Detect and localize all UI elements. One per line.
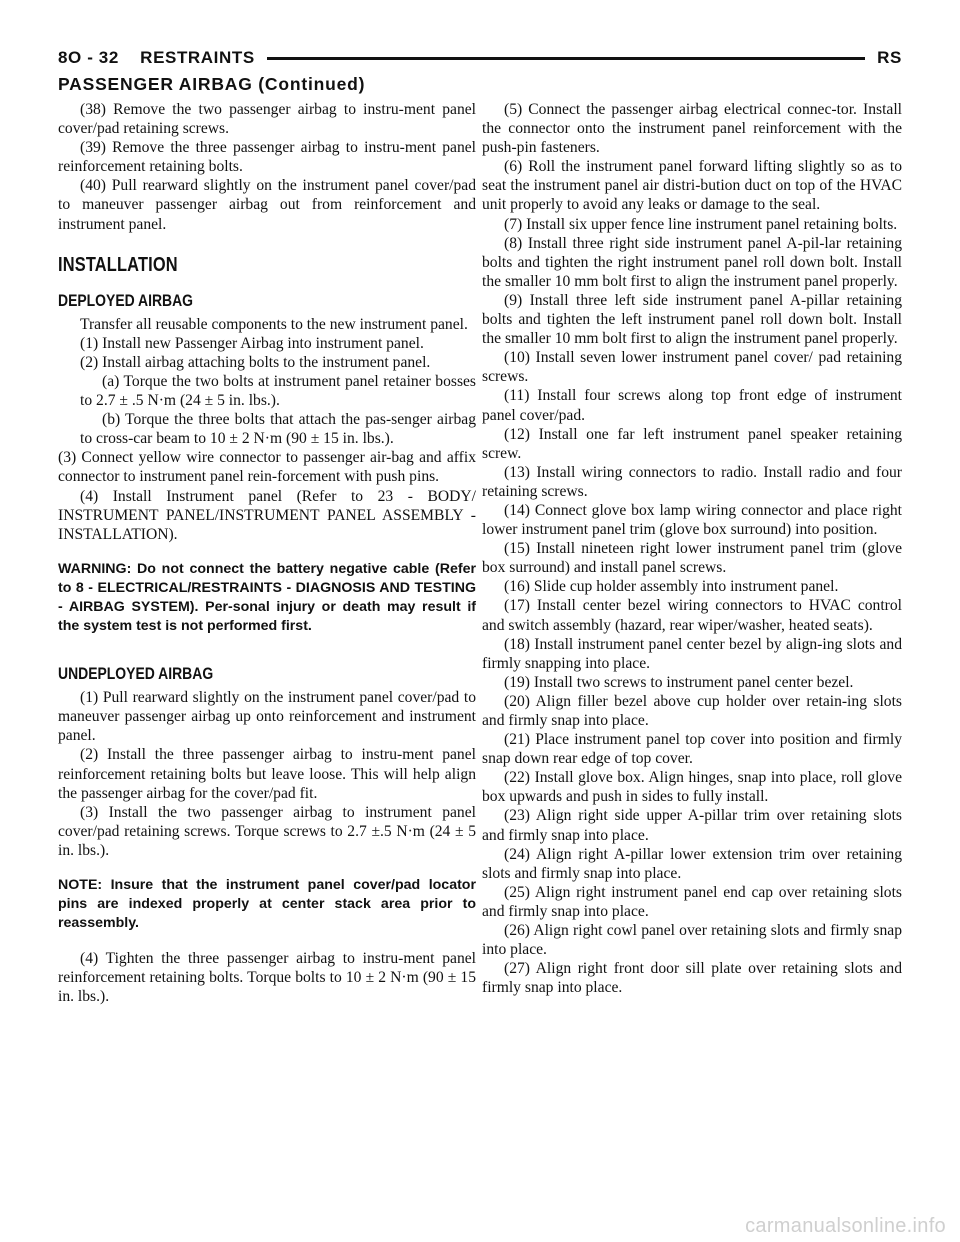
paragraph: (38) Remove the two passenger airbag to instru-ment panel cover/pad retaining screws.: [58, 101, 476, 138]
paragraph: (27) Align right front door sill plate over retaining slots and firmly snap into place.: [482, 960, 902, 997]
right-column: [482, 100, 902, 997]
paragraph: (10) Install seven lower instrument panel cover/ pad retaining screws.: [482, 349, 902, 386]
sub-step: (b) Torque the three bolts that attach the pas-senger airbag to cross-car beam to 10 ± 2 N·m (90 ± 15 in. lbs.).: [80, 411, 476, 448]
paragraph: (23) Align right side upper A-pillar trim over retaining slots and firmly snap into place.: [482, 807, 902, 844]
watermark: carmanualsonline.info: [745, 1215, 946, 1237]
header-page-label: 8O - 32 RESTRAINTS: [58, 48, 255, 67]
undeployed-airbag-heading: UNDEPLOYED AIRBAG: [58, 664, 214, 684]
paragraph: (6) Roll the instrument panel forward lifting slightly so as to seat the instrument panel air distri-bution duct on top of the HVAC unit properly to avoid any leaks or damage to the seal.: [482, 158, 902, 214]
header-section-code: RS: [877, 48, 902, 67]
paragraph: (22) Install glove box. Align hinges, snap into place, roll glove box upwards and push in sides to fully install.: [482, 769, 902, 806]
paragraph: (8) Install three right side instrument panel A-pil-lar retaining bolts and tighten the right instrument panel roll down bolt. Install the smaller 10 mm bolt first to align the instrument panel properly.: [482, 234, 902, 290]
paragraph: (1) Pull rearward slightly on the instrument panel cover/pad to maneuver passenger airbag up onto reinforcement and instrument panel.: [58, 689, 476, 745]
paragraph: (1) Install new Passenger Airbag into instrument panel.: [80, 334, 424, 352]
paragraph: (20) Align filler bezel above cup holder over retain-ing slots and firmly snap into place.: [482, 692, 902, 729]
note-callout: NOTE: Insure that the instrument panel cover/pad locator pins are indexed properly at center stack area prior to reassembly.: [58, 877, 476, 932]
paragraph: (39) Remove the three passenger airbag to instru-ment panel reinforcement retaining bolts.: [58, 139, 476, 176]
paragraph: (5) Connect the passenger airbag electrical connec-tor. Install the connector onto the instrument panel reinforcement with the push-pin fasteners.: [482, 101, 902, 157]
paragraph: (26) Align right cowl panel over retaining slots and firmly snap into place.: [482, 922, 902, 959]
paragraph: (16) Slide cup holder assembly into instrument panel.: [504, 578, 839, 596]
paragraph: (21) Place instrument panel top cover into position and firmly snap down rear edge of top cover.: [482, 731, 902, 768]
paragraph: (7) Install six upper fence line instrument panel retaining bolts.: [504, 215, 898, 233]
paragraph: (24) Align right A-pillar lower extension trim over retaining slots and firmly snap into place.: [482, 845, 902, 882]
paragraph: (11) Install four screws along top front edge of instrument panel cover/pad.: [482, 387, 902, 424]
left-column: [58, 100, 476, 1007]
paragraph: (17) Install center bezel wiring connectors to HVAC control and switch assembly (hazard, rear wiper/washer, heated seats).: [482, 597, 902, 634]
paragraph: Transfer all reusable components to the new instrument panel.: [80, 315, 468, 333]
paragraph: (4) Tighten the three passenger airbag to instru-ment panel reinforcement retaining bolts. Torque bolts to 10 ± 2 N·m (90 ± 15 in. lbs.).: [58, 950, 476, 1006]
paragraph: (13) Install wiring connectors to radio. Install radio and four retaining screws.: [482, 463, 902, 500]
paragraph: (14) Connect glove box lamp wiring connector and place right lower instrument panel trim (glove box surround) into position.: [482, 501, 902, 539]
paragraph: (15) Install nineteen right lower instrument panel trim (glove box surround) and install panel screws.: [482, 540, 902, 577]
page-header: [58, 44, 902, 72]
section-title: PASSENGER AIRBAG (Continued): [58, 74, 366, 94]
paragraph: (12) Install one far left instrument panel speaker retaining screw.: [482, 425, 902, 462]
header-rule: [267, 57, 865, 60]
sub-step: (a) Torque the two bolts at instrument panel retainer bosses to 2.7 ± .5 N·m (24 ± 5 in. lbs.).: [80, 372, 476, 410]
paragraph: (3) Install the two passenger airbag to instrument panel cover/pad retaining screws. Torque screws to 2.7 ±.5 N·m (24 ± 5 in. lbs.).: [58, 803, 476, 859]
paragraph: (9) Install three left side instrument panel A-pillar retaining bolts and tighten the left instrument panel roll down bolt. Install the smaller 10 mm bolt first to align the instrument panel properly.: [482, 291, 902, 348]
installation-heading: INSTALLATION: [58, 253, 178, 276]
deployed-airbag-heading: DEPLOYED AIRBAG: [58, 290, 194, 310]
paragraph: (2) Install the three passenger airbag to instru-ment panel reinforcement retaining bolts but leave loose. This will help align the passenger airbag for the cover/pad fit.: [58, 746, 476, 802]
paragraph: (18) Install instrument panel center bezel by align-ing slots and firmly snapping into place.: [482, 635, 902, 672]
paragraph: (4) Install Instrument panel (Refer to 23 - BODY/ INSTRUMENT PANEL/INSTRUMENT PANEL ASSEMBLY - INSTALLATION).: [58, 487, 476, 543]
paragraph: (40) Pull rearward slightly on the instrument panel cover/pad to maneuver passenger airbag out from reinforcement and instrument panel.: [58, 177, 476, 233]
warning-callout: WARNING: Do not connect the battery negative cable (Refer to 8 - ELECTRICAL/RESTRAINTS - DIAGNOSIS AND TESTING - AIRBAG SYSTEM). Per-sonal injury or death may result if the system test is not performed first.: [58, 560, 476, 635]
paragraph: (2) Install airbag attaching bolts to the instrument panel.: [80, 353, 431, 371]
paragraph: (25) Align right instrument panel end cap over retaining slots and firmly snap into place.: [482, 883, 902, 920]
paragraph: (19) Install two screws to instrument panel center bezel.: [504, 673, 854, 691]
paragraph: (3) Connect yellow wire connector to passenger air-bag and affix connector to instrument panel rein-forcement with push pins.: [58, 449, 476, 486]
